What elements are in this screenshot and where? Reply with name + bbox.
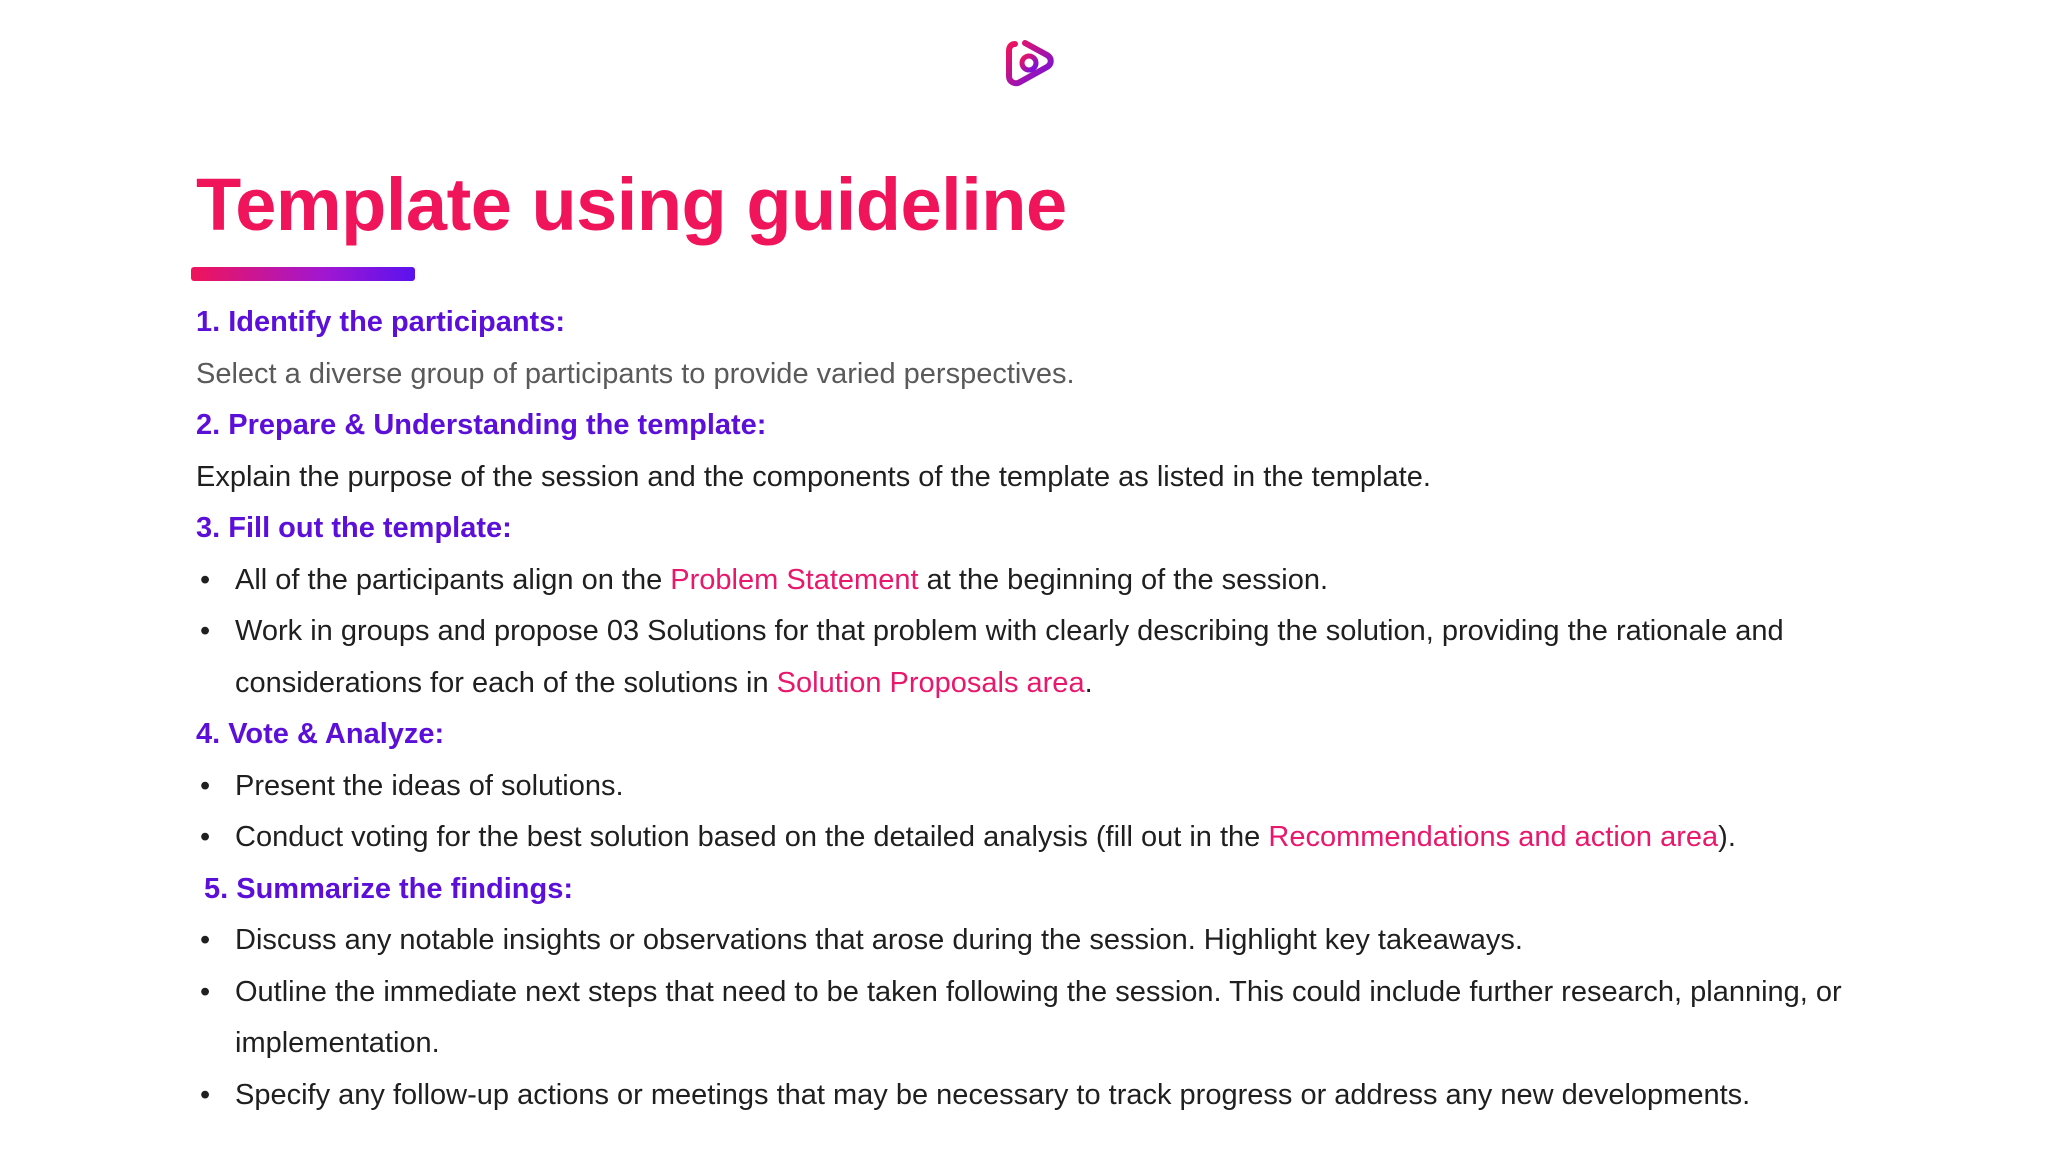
list-item-text: Present the ideas of solutions.	[235, 769, 624, 802]
section-text-prepare: Explain the purpose of the session and the components of the template as listed in the template.	[196, 460, 1431, 493]
highlight-recommendations: Recommendations and action area	[1268, 821, 1719, 853]
list-item	[196, 1070, 2036, 1122]
guideline-content	[196, 297, 2036, 1121]
bullet-icon: •	[200, 924, 211, 956]
section-heading-prepare: 2. Prepare & Understanding the template:	[196, 409, 767, 441]
section-text-identify: Select a diverse group of participants to provide varied perspectives.	[196, 357, 1075, 390]
list-item-continuation	[196, 1018, 2036, 1070]
list-item-text: All of the participants align on the	[235, 563, 671, 596]
list-item-text: implementation.	[235, 1027, 440, 1059]
bullet-icon: •	[200, 615, 211, 647]
list-item-continuation	[196, 658, 2036, 710]
bullet-icon: •	[200, 975, 211, 1008]
list-item-text: Work in groups and propose 03 Solutions for that problem with clearly describing the solution, providing the rationale and	[235, 615, 1784, 647]
list-item	[196, 761, 2036, 813]
section-heading-vote: 4. Vote & Analyze:	[196, 718, 445, 750]
bullet-icon: •	[200, 1078, 211, 1111]
list-item-text: Conduct voting for the best solution based on the detailed analysis (fill out in the	[235, 821, 1269, 853]
bullet-icon: •	[200, 769, 211, 802]
highlight-solution-proposals: Solution Proposals area	[776, 666, 1085, 699]
list-item-text: ).	[1718, 821, 1736, 853]
list-item-text: .	[1084, 666, 1093, 699]
list-item	[196, 812, 2036, 864]
list-item-text: Specify any follow-up actions or meetings that may be necessary to track progress or address any new developments.	[235, 1078, 1751, 1111]
list-item	[196, 967, 2036, 1019]
list-item-text: Outline the immediate next steps that need to be taken following the session. This could include further research, planning, or	[235, 975, 1842, 1008]
list-item-text: at the beginning of the session.	[918, 563, 1329, 596]
list-item	[196, 555, 2036, 607]
bullet-icon: •	[200, 821, 211, 853]
title-underline	[191, 267, 415, 281]
list-item	[196, 606, 2036, 658]
list-item	[196, 915, 2036, 967]
brand-logo-icon	[1003, 36, 1057, 90]
page-title: Template using guideline	[196, 163, 1067, 246]
bullet-icon: •	[200, 563, 211, 596]
section-heading-summarize: 5. Summarize the findings:	[204, 872, 573, 905]
section-heading-fill-out: 3. Fill out the template:	[196, 512, 512, 544]
highlight-problem-statement: Problem Statement	[670, 563, 919, 596]
list-item-text: considerations for each of the solutions in	[235, 666, 777, 699]
list-item-text: Discuss any notable insights or observations that arose during the session. Highlight key takeaways.	[235, 924, 1523, 956]
section-heading-identify: 1. Identify the participants:	[196, 306, 565, 338]
